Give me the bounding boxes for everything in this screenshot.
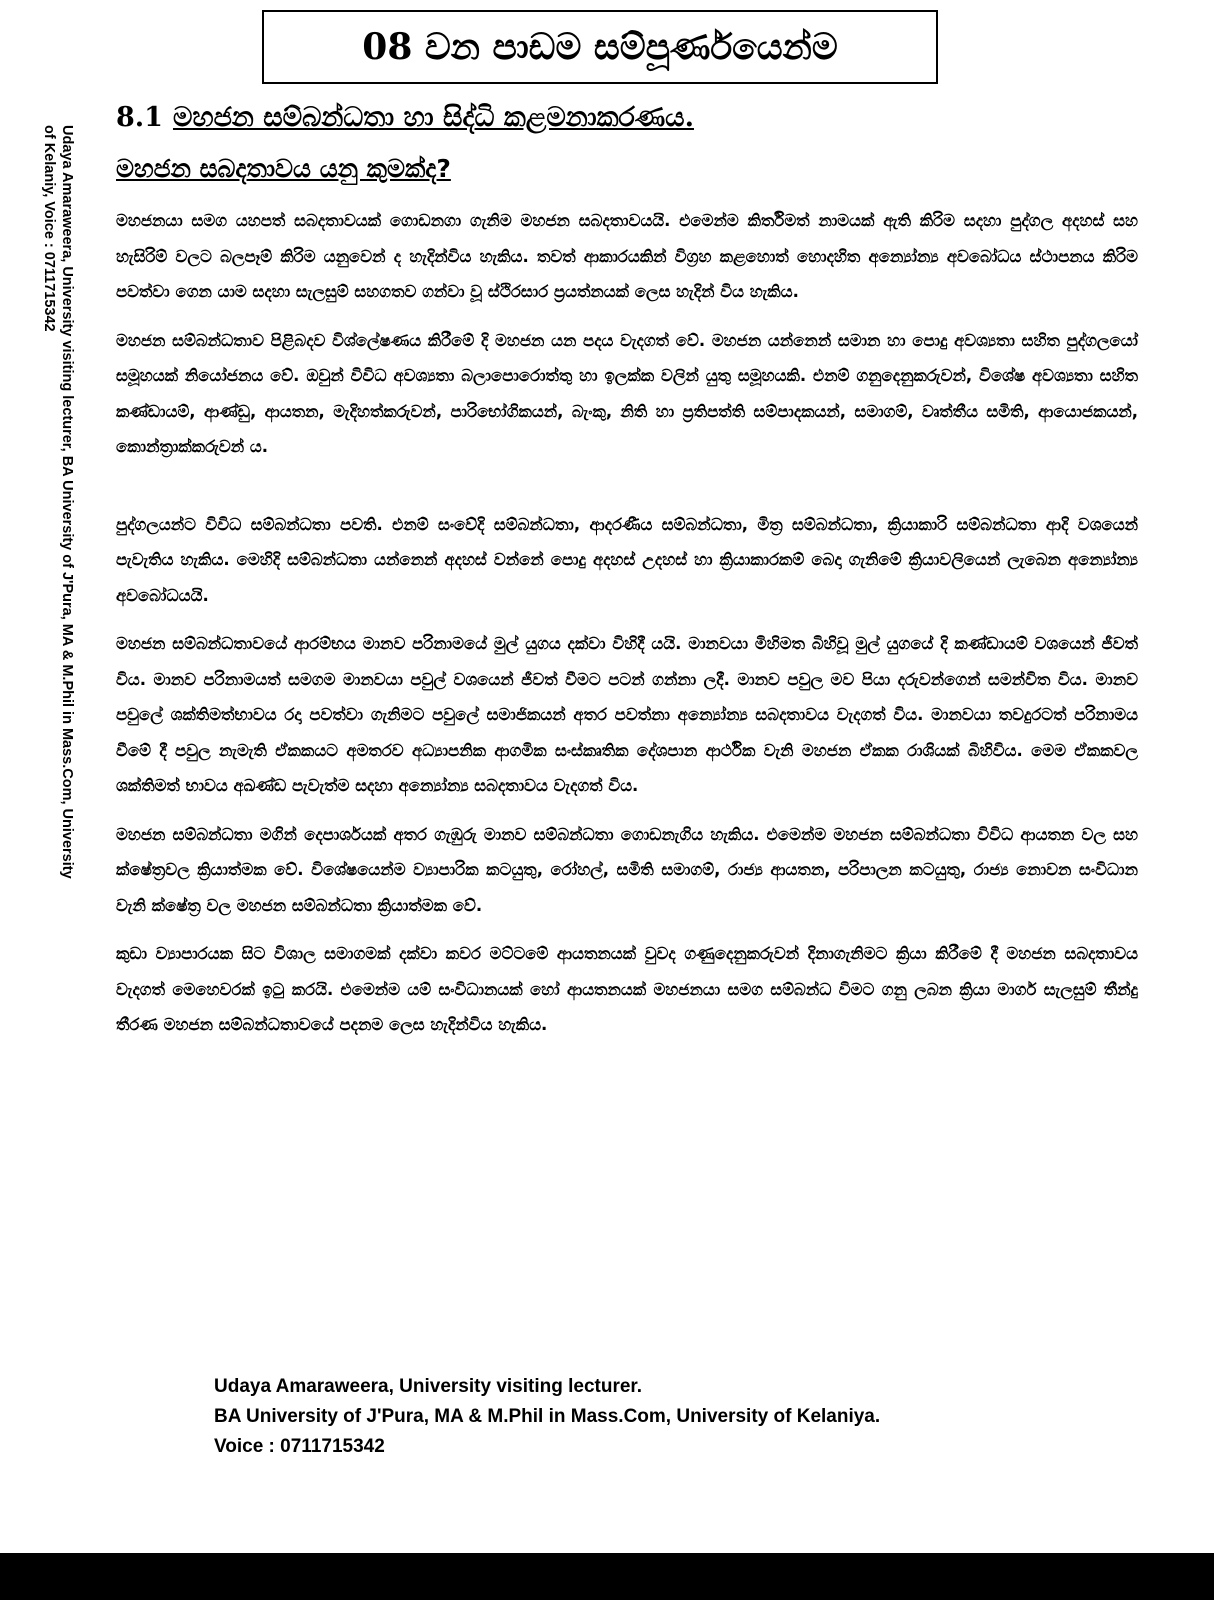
footer-qualification-line: BA University of J'Pura, MA & M.Phil in Mass.Com, University of Kelaniya.	[214, 1406, 881, 1427]
lesson-title-box	[262, 10, 938, 84]
question-heading: මහජන සබදතාවය යනු කුමක්ද?	[116, 154, 451, 183]
paragraph-business-role: කුඩා ව්‍යාපාරයක සිට විශාල සමාගමක් දක්වා කවර මට්ටමේ ආයතනයක් වුවද ගණුදෙනුකරුවන් දිනාගැනිමට ක්‍රියා කිරීමේ දී මහජන සබදතාවය වැදගත් මෙහෙවරක් ඉටු කරයි. එමෙන්ම යම් සංවිධානයක් හෝ ආයතනයක් මහජනයා සමග සම්බන්ධ විමට ගනු ලබන ක්‍රියා මාර්ග සැලසුම් තීන්දු තීරණ මහජන සම්බන්ධතාවයේ පදනම ලෙස හැදින්විය හැකිය.	[116, 944, 1138, 1034]
paragraph-origin: මහජන සම්බන්ධතාවයේ ආරම්භය මානව පරිනාමයේ මුල් යුගය දක්වා විහිදී යයි. මානවයා මිහිමත බිහිවූ මුල් යුගයේ දි කණ්ඩායම් වශයෙන් ජීවත් විය. මානව පරිනාමයත් සමගම මානවයා පවුල් වශයෙන් ජීවත් වීමට පටන් ගන්නා ලදී. මානව පවුල මව පියා දරුවන්ගෙන් සමන්විත විය. මානව පවුලේ ශක්තිමත්භාවය රදා පවත්වා ගැනිමට පවුලේ සමාජිකයන් අතර පවත්නා අන්‍යෝන්‍ය සබදතාවය වැදගත් විය. මානවයා තවදුරටත් පරිනාමය වීමේ දී පවුල නැමැති ඒකකයට අමතරව අධ්‍යාපනික ආගමික සංස්කෘතික දේශපාන ආර්ථික වැනි මහජන ඒකක රාශියක් බිහිවිය. මෙම ඒකකවල ශක්තිමත් භාවය අඛණ්ඩ පැවැත්ම සදහා අන්‍යෝන්‍ය සබදතාවය වැදගත් විය.	[116, 634, 1138, 795]
paragraph-definition: මහජනයා සමග යහපත් සබදතාවයක් ගොඩනගා ගැනිම මහජන සබදතාවයයි. එමෙන්ම කිර්තිමත් නාමයක් ඇති කිරිම සදහා පුද්ගල අදහස් සහ හැසිරිම් වලට බලපෑම් කිරිම යනුවෙන් ද හැදින්විය හැකිය. තවත් ආකාරයකින් විග්‍රහ කළහොත් හොදහිත අන්‍යෝන්‍ය අවබෝධය ස්ථාපනය කිරිම පවත්වා ගෙන යාම සදහා සැලසුම් සහගතව ගන්වා වූ ස්ථිරසාර ප්‍රයත්නයක් ලෙස හැදින් විය හැකිය.	[116, 211, 1138, 301]
section-title: මහජන සම්බන්ධතා හා සිද්ධි කළමනාකරණය.	[172, 102, 694, 133]
side-author-note: Udaya Amaraweera, University visiting lecturer, BA University of J'Pura, MA & M.Phil in Mass.Com, University of Kelaniy, Voice : 0711715342	[41, 125, 75, 879]
footer-author-line: Udaya Amaraweera, University visiting lecturer.	[214, 1376, 643, 1397]
author-footer	[214, 1372, 880, 1462]
paragraph-public-meaning: මහජන සම්බන්ධතාව පිළිබදව විශ්ලේෂණය කිරීමේ දි මහජන යන පදය වැදගත් වේ. මහජන යන්නෙන් සමාන හා පොදු අවශ්‍යතා සහිත පුද්ගලයෝ සමූහයක් නියෝජනය වේ. ඔවුන් විවිධ අවශ්‍යතා බලාපොරොත්තු හා ඉලක්ක වලින් යුතු සමූහයකි. එනම් ගනුදෙනුකරුවන්, විශේෂ අවශ්‍යතා සහිත කණ්ඩායම්, ආණ්ඩු, ආයතන, මැදිහත්කරුවන්, පාරිභෝගිකයන්, බැංකු, නිති හා ප්‍රතිපත්ති සම්පාදකයන්, සමාගම්, වෘත්තීය සමිති, ආයොජකයන්, කොන්ත්‍රාක්කරුවන් ය.	[116, 330, 1138, 456]
footer-phone-line: Voice : 0711715342	[214, 1436, 385, 1457]
bottom-black-bar	[0, 1553, 1214, 1600]
main-content	[116, 95, 1138, 1056]
section-heading	[116, 95, 1138, 141]
section-number: 8.1	[116, 102, 163, 133]
lesson-title: 08 වන පාඩම සම්පූර්ණයෙන්ම	[362, 25, 838, 68]
paragraph-relationship-types: පුද්ගලයන්ට විවිධ සම්බන්ධතා පවති. එනම් සංවේදි සම්බන්ධතා, ආදරණීය සම්බන්ධතා, මිත්‍ර සම්බන්ධතා, ක්‍රියාකාරි සම්බන්ධතා ආදි වශයෙන් පැවැතිය හැකිය. මෙහිදි සම්බන්ධතා යන්නෙන් අදහස් වන්නේ පොදු අදහස් උදහස් හා ක්‍රියාකාරකම් බෙදා ගැනිමේ ක්‍රියාවලියෙන් ලැබෙන අන්‍යෝන්‍ය අවබෝධයයි.	[116, 514, 1138, 605]
paragraph-fields: මහජන සම්බන්ධතා මගින් දෙපාර්ශයක් අතර ගැඹුරු මානව සම්බන්ධතා ගොඩනැගිය හැකිය. එමෙන්ම මහජන සම්බන්ධතා විවිධ ආයතන වල සහ ක්ෂේත්‍රවල ක්‍රියාත්මක වේ. විශේෂයෙන්ම ව්‍යාපාරික කටයුතු, රෝහල්, සමිති සමාගම්, රාජ්‍ය ආයතන, පරිපාලන කටයුතු, රාජ්‍ය නොවන සංවිධාන වැනි ක්ෂේත්‍ර වල මහජන සම්බන්ධතා ක්‍රියාත්මක වේ.	[116, 824, 1138, 915]
